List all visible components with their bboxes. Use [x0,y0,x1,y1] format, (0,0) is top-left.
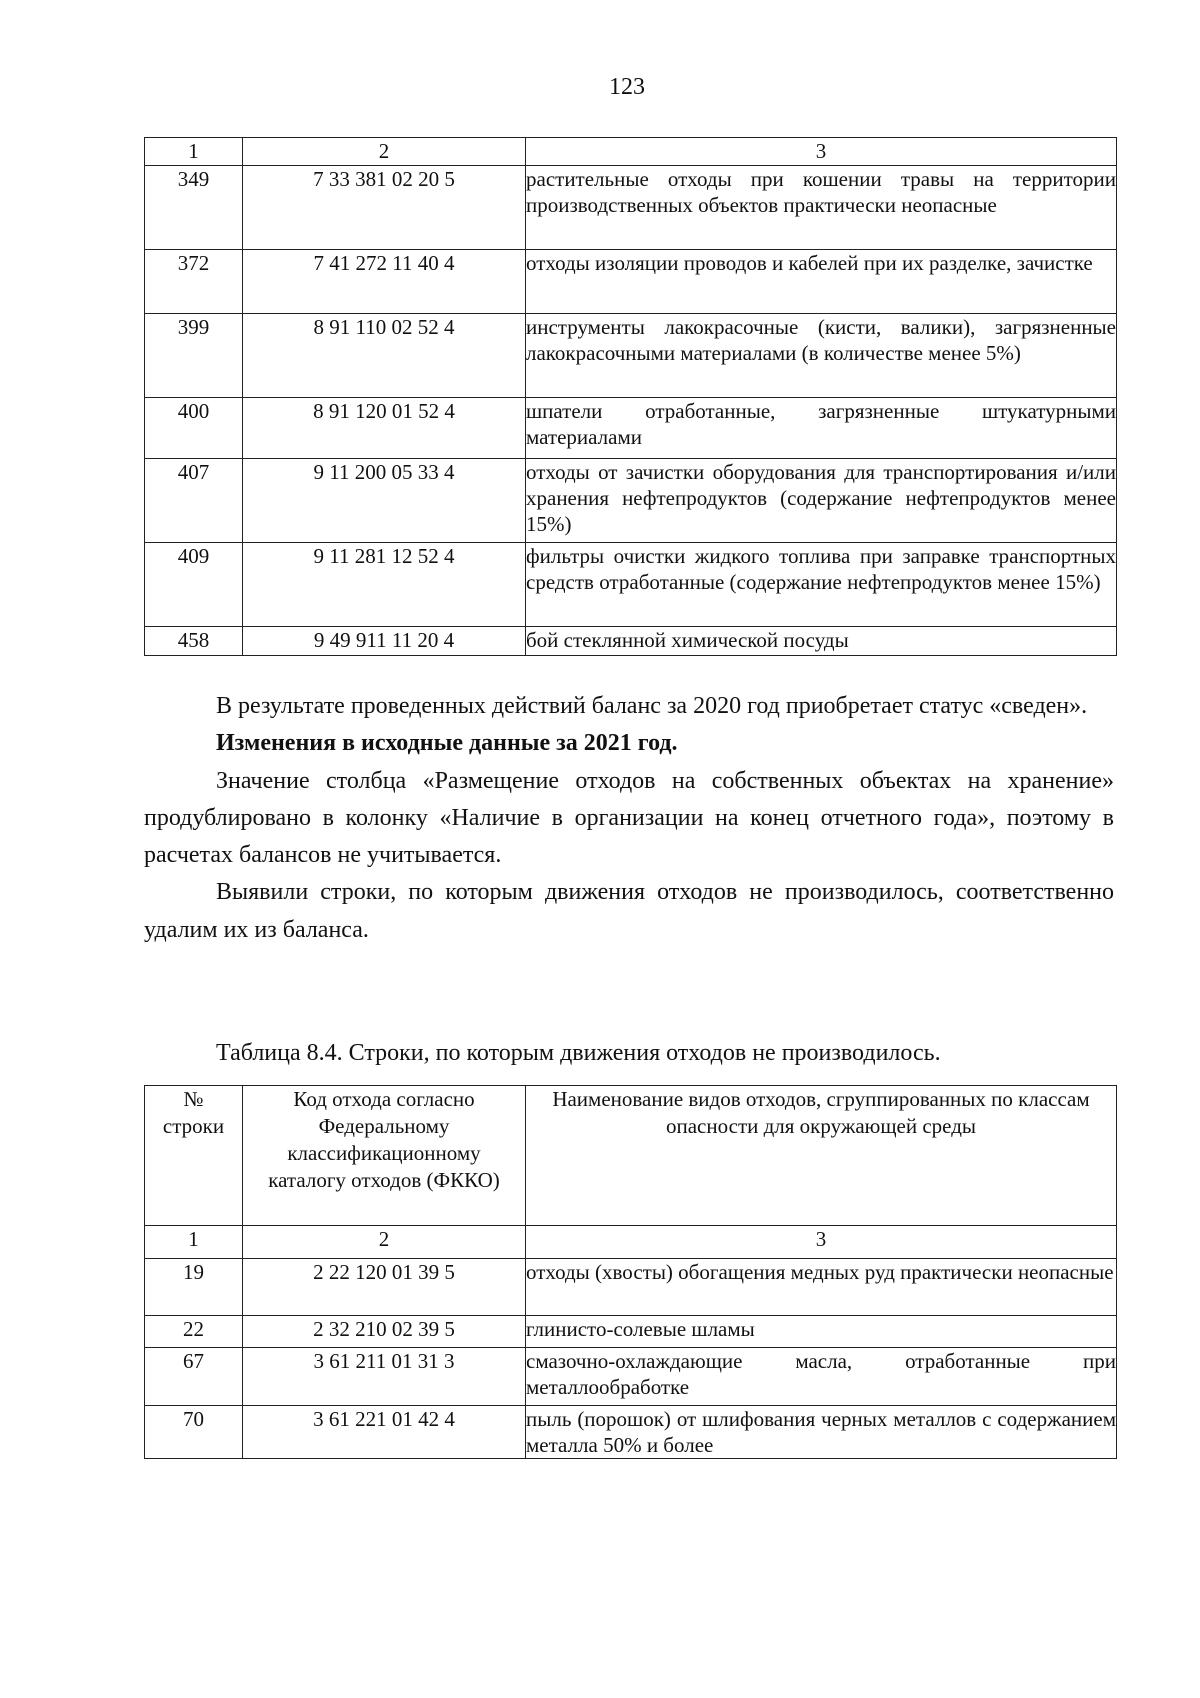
column-number: 3 [526,138,1117,166]
fkko-code: 7 33 381 02 20 5 [243,166,526,250]
waste-name: пыль (порошок) от шлифования черных металлов с содержанием металла 50% и более [526,1407,1116,1457]
table-row [145,1406,1117,1459]
table-row [145,166,1117,250]
column-number: 2 [243,138,526,166]
fkko-code: 8 91 120 01 52 4 [243,398,526,459]
fkko-code: 3 61 211 01 31 3 [243,1348,526,1406]
table-row [145,543,1117,627]
table-row [145,250,1117,314]
row-number: 349 [145,166,243,250]
waste-name: бой стеклянной химической посуды [526,627,1117,656]
column-number-row [145,138,1117,166]
paragraph-balance-status: В результате проведенных действий баланс за 2020 год приобретает статус «сведен». [216,693,1088,719]
table-row [145,314,1117,398]
column-number: 1 [145,1226,243,1259]
waste-name: отходы от зачистки оборудования для транспортирования и/или хранения нефтепродуктов (содержание нефтепродуктов менее 15%) [526,459,1117,543]
row-number: 409 [145,543,243,627]
waste-name: шпатели отработанные, загрязненные штукатурными материалами [526,398,1117,459]
rows-without-movement-table [144,1085,1117,1459]
header-row [145,1086,1117,1226]
header-fkko-code: Код отхода согласно Федеральному классификационному каталогу отходов (ФККО) [243,1086,526,1226]
header-waste-name: Наименование видов отходов, сгруппированных по классам опасности для окружающей среды [526,1086,1117,1226]
table-row [145,1259,1117,1316]
body-text [144,688,1114,949]
paragraph-column-duplication: Значение столбца «Размещение отходов на собственных объектах на хранение» продублировано в колонку «Наличие в организации на конец отчетного года», поэтому в расчетах балансов не учитывается. [144,767,1114,869]
row-number: 19 [145,1259,243,1316]
fkko-code: 9 49 911 11 20 4 [243,627,526,656]
waste-name: глинисто-солевые шламы [526,1316,1117,1348]
column-number-row [145,1226,1117,1259]
table-caption: Таблица 8.4. Строки, по которым движения отходов не производилось. [216,1040,941,1066]
row-number: 70 [145,1406,243,1459]
page-number: 123 [609,74,645,100]
fkko-code: 7 41 272 11 40 4 [243,250,526,314]
fkko-code: 9 11 281 12 52 4 [243,543,526,627]
waste-name: растительные отходы при кошении травы на территории производственных объектов практически неопасные [526,166,1117,250]
waste-name: отходы изоляции проводов и кабелей при их разделке, зачистке [526,250,1117,314]
waste-name: смазочно-охлаждающие масла, отработанные при металлообработке [526,1348,1117,1406]
waste-name: инструменты лакокрасочные (кисти, валики), загрязненные лакокрасочными материалами (в количестве менее 5%) [526,314,1117,398]
table-row [145,1316,1117,1348]
paragraph-rows-removed: Выявили строки, по которым движения отходов не производилось, соответственно удалим их из баланса. [144,879,1114,943]
column-number: 3 [526,1226,1117,1259]
fkko-code: 3 61 221 01 42 4 [243,1406,526,1459]
row-number: 372 [145,250,243,314]
waste-name: отходы (хвосты) обогащения медных руд практически неопасные [526,1259,1117,1316]
waste-table-continued [144,137,1117,656]
fkko-code: 8 91 110 02 52 4 [243,314,526,398]
fkko-code: 9 11 200 05 33 4 [243,459,526,543]
table-row [145,1348,1117,1406]
row-number: 458 [145,627,243,656]
row-number: 67 [145,1348,243,1406]
section-heading: Изменения в исходные данные за 2021 год. [216,730,678,757]
waste-name: фильтры очистки жидкого топлива при заправке транспортных средств отработанные (содержание нефтепродуктов менее 15%) [526,543,1117,627]
row-number: 407 [145,459,243,543]
fkko-code: 2 32 210 02 39 5 [243,1316,526,1348]
fkko-code: 2 22 120 01 39 5 [243,1259,526,1316]
column-number: 2 [243,1226,526,1259]
row-number: 22 [145,1316,243,1348]
table-row [145,459,1117,543]
row-number: 400 [145,398,243,459]
header-row-number: № строки [145,1086,243,1226]
table-row [145,627,1117,656]
table-row [145,398,1117,459]
column-number: 1 [145,138,243,166]
row-number: 399 [145,314,243,398]
